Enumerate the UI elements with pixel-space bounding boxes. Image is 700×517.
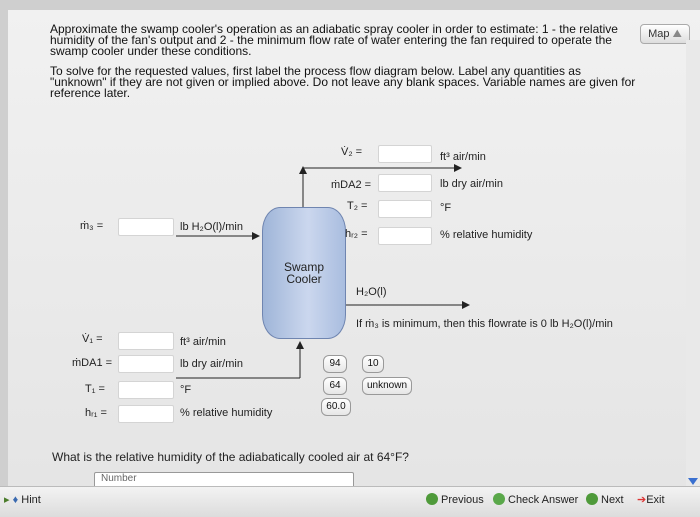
t2-label: T₂ =: [347, 200, 368, 212]
mda1-unit: lb dry air/min: [180, 358, 243, 370]
hr1-dropzone[interactable]: [118, 405, 174, 423]
previous-icon: [426, 493, 438, 505]
check-icon: [493, 493, 505, 505]
exit-label: Exit: [646, 494, 665, 506]
exit-icon: ➔: [637, 494, 647, 506]
t2-unit: °F: [440, 202, 452, 214]
v2-unit: ft³ air/min: [440, 151, 486, 163]
m3-label: ṁ₃ =: [80, 220, 104, 232]
m3-dropzone[interactable]: [118, 218, 174, 236]
t2-dropzone[interactable]: [378, 200, 432, 218]
v2-label: V̇₂ =: [341, 146, 363, 158]
previous-label: Previous: [441, 494, 484, 506]
hr2-label: hᵣ₂ =: [345, 228, 368, 240]
water-outlet-label: H₂O(l): [356, 286, 387, 298]
t1-unit: °F: [180, 384, 192, 396]
v1-unit: ft³ air/min: [180, 336, 226, 348]
cooler-label-2: Cooler: [286, 272, 322, 286]
answer-tag-unknown[interactable]: unknown: [362, 377, 412, 395]
hr2-unit: % relative humidity: [440, 229, 533, 241]
minimum-flow-note: If ṁ₃ is minimum, then this flowrate is 0 lb H₂O(l)/min: [356, 318, 613, 330]
hint-button[interactable]: [4, 493, 41, 506]
mda1-dropzone[interactable]: [118, 355, 174, 373]
mda2-label: ṁDA2 =: [331, 179, 372, 191]
map-button-label: Map: [648, 28, 670, 40]
mda1-label: ṁDA1 =: [72, 357, 113, 369]
chevron-right-icon: ▸: [4, 494, 10, 506]
check-answer-button[interactable]: [493, 493, 578, 506]
next-label: Next: [601, 494, 624, 506]
check-answer-label: Check Answer: [508, 494, 579, 506]
scrollbar[interactable]: [686, 40, 700, 486]
t1-dropzone[interactable]: [118, 381, 174, 399]
next-button[interactable]: [586, 493, 624, 506]
problem-paragraph-1: Approximate the swamp cooler's operation as an adiabatic spray cooler in order to estimate: 1 - the relative humidity of the fan's output and 2 - the minimum flow rate of water entering the fan required to operate the swamp cooler under these conditions.: [50, 22, 618, 58]
v1-dropzone[interactable]: [118, 332, 174, 350]
hr1-unit: % relative humidity: [180, 407, 273, 419]
map-icon: ⛰: [672, 28, 682, 40]
bulb-icon: ♦: [12, 494, 19, 506]
t1-label: T₁ =: [85, 383, 105, 395]
v2-dropzone[interactable]: [378, 145, 432, 163]
hr2-dropzone[interactable]: [378, 227, 432, 245]
v1-label: V̇₁ =: [82, 333, 103, 345]
hr1-label: hᵣ₁ =: [85, 407, 107, 419]
swamp-cooler-vessel: [262, 207, 346, 339]
bottom-toolbar: [0, 486, 700, 517]
answer-tag-60[interactable]: 60.0: [321, 398, 351, 416]
m3-unit: lb H₂O(l)/min: [180, 221, 243, 233]
answer-tag-64[interactable]: 64: [323, 377, 347, 395]
number-input-placeholder: Number: [101, 473, 137, 484]
mda2-dropzone[interactable]: [378, 174, 432, 192]
question-text: What is the relative humidity of the adiabatically cooled air at 64°F?: [52, 450, 409, 464]
hint-label: Hint: [21, 494, 41, 506]
exit-button[interactable]: [637, 493, 665, 506]
problem-paragraph-2: To solve for the requested values, first label the process flow diagram below. Label any quantities as "unknown" if they are not given or implied above. Do not leave any blank spaces. Variable names are given for reference later.: [50, 64, 636, 100]
answer-tag-10[interactable]: 10: [362, 355, 384, 373]
scroll-down-icon[interactable]: [688, 478, 698, 485]
next-icon: [586, 493, 598, 505]
previous-button[interactable]: [426, 493, 484, 506]
cooler-label-1: Swamp: [283, 260, 324, 274]
answer-tag-94[interactable]: 94: [323, 355, 347, 373]
mda2-unit: lb dry air/min: [440, 178, 503, 190]
